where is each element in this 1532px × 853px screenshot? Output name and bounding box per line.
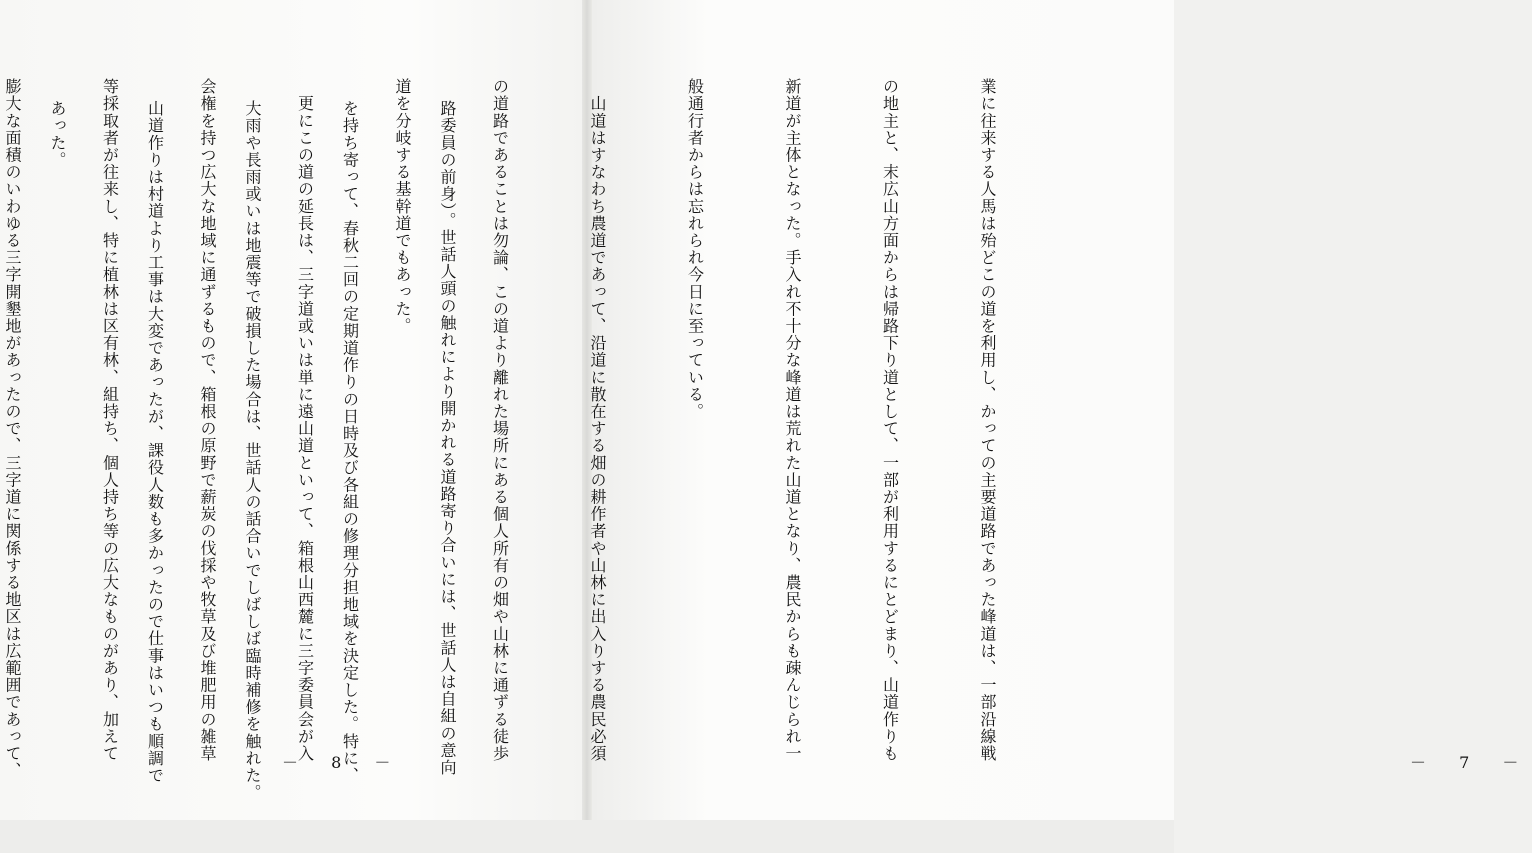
text-line: 業に往来する人馬は殆どこの道を利用し、かっての主要道路であった峰道は、一部沿線戦 (978, 78, 997, 762)
text-line: 般通行者からは忘れられ今日に至っている。 (685, 78, 705, 420)
text-line: 道を分岐する基幹道でもあった。 (393, 78, 412, 335)
text-line: 山道作りは村道より工事は大変であったが、課役人数も多かったので仕事はいつも順調で (145, 100, 165, 784)
page-number: － 7 － (1410, 753, 1532, 772)
scan-margin (0, 820, 1174, 853)
text-line: 山道はすなわち農道であって、沿道に散在する畑の耕作者や山林に出入りする農民必須 (588, 78, 607, 762)
text-line: 大雨や長雨或いは地震等で破損した場合は、世話人の話合いでしばしば臨時補修を触れた。 (243, 100, 262, 802)
text-line: 路委員の前身）。世話人頭の触れにより開かれる道路寄り合いには、世話人は自組の意向 (438, 100, 457, 776)
text-line: あった。 (48, 100, 67, 169)
text-line: 更にこの道の延長は、三字道或いは単に遠山道といって、箱根山西麓に三字委員会が入 (295, 78, 315, 762)
text-line: 等採取者が往来し、特に植林は区有林、組持ち、個人持ち等の広大なものがあり、加えて (100, 78, 120, 762)
page-number: － 8 － (282, 753, 405, 772)
text-line: 新道が主体となった。手入れ不十分な峰道は荒れた山道となり、農民からも疎んじられ一 (783, 78, 802, 762)
text-line: の道路であることは勿論、この道より離れた場所にある個人所有の畑や山林に通ずる徒歩 (490, 78, 510, 762)
text-line: の地主と、末広山方面からは帰路下り道として、一部が利用するにとどまり、山道作りも (880, 78, 900, 762)
text-line: を持ち寄って、春秋二回の定期道作りの日時及び各組の修理分担地域を決定した。特に、 (340, 100, 360, 784)
right-page-text (0, 78, 1068, 802)
text-line: 膨大な面積のいわゆる三字開墾地があったので、三字道に関係する地区は広範囲であって、 (3, 78, 22, 780)
text-line: 会権を持つ広大な地域に通ずるもので、箱根の原野で薪炭の伐採や牧草及び堆肥用の雑草 (198, 78, 217, 762)
